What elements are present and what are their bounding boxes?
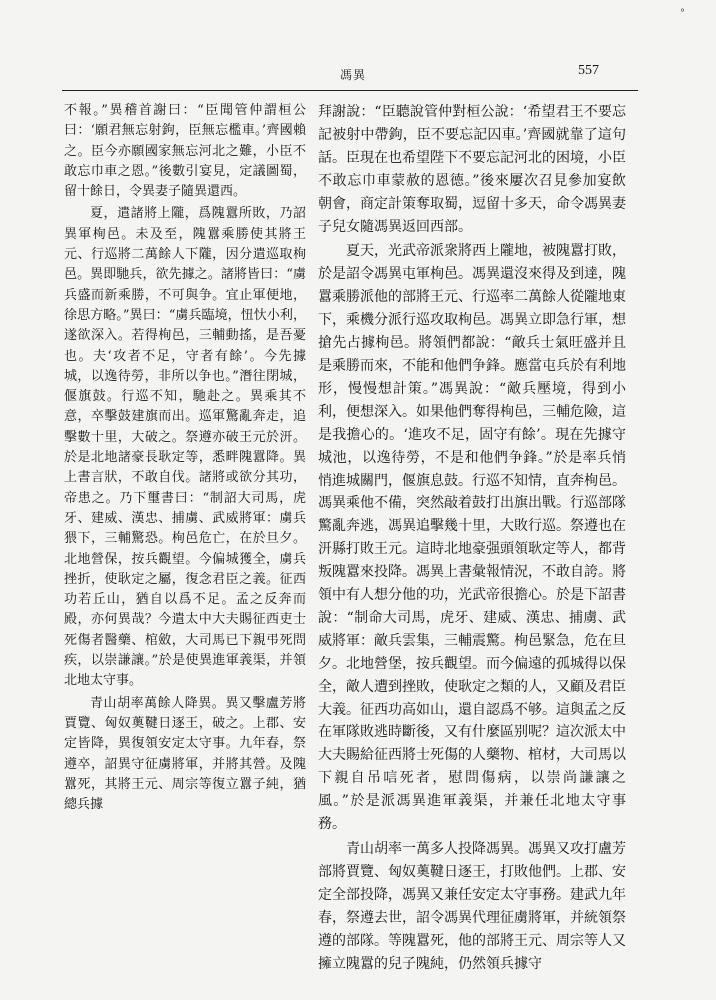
translation-paragraph-1: 拜謝說：“臣聽說管仲對桓公說：‘希望君王不要忘記被射中帶鉤，臣不要忘記囚車。’齊國就靠了這句話。臣現在也希望陛下不要忘記河北的困境，小臣不敢忘巾車蒙赦的恩德。”後來屢次召見參加宴飲朝會，商定計策奪取蜀，逗留十多天，命令馮異妻子兒女隨馮異返回西部。 — [318, 104, 626, 235]
corner-mark: ° — [680, 8, 685, 19]
original-paragraph-1: 不報。”異稽首謝曰：“臣聞管仲謂桓公曰：‘願君無忘射鉤，臣無忘檻車。’齊國賴之。臣今亦願國家無忘河北之難，小臣不敢忘巾車之恩。”後數引宴見，定議圖蜀，留十餘日，令異妻子隨異還西。 — [64, 103, 306, 200]
original-paragraph-3: 青山胡率萬餘人降異。異又擊盧芳將賈覽、匈奴薁鞬日逐王，破之。上郡、安定皆降，異復領安定太守事。九年春，祭遵卒，詔異守征虜將軍，并將其營。及隗囂死，其將王元、周宗等復立囂子純，猶總兵據 — [64, 695, 306, 813]
translation-paragraph-2: 夏天，光武帝派衆將西上隴地，被隗囂打敗，於是詔令馮異屯軍栒邑。馮異還沒來得及到達，隗囂乘勝派他的部將王元、行巡率二萬餘人從隴地東下，乘機分派行巡攻取栒邑。馮異立即急行軍，想搶先占據栒邑。將領們都說：“敵兵士氣旺盛并且是乘勝而來，不能和他們争鋒。應當屯兵於有利地形，慢慢想計策。”馮異說：“敵兵壓境，得到小利，便想深入。如果他們奪得栒邑，三輔危險，這是我擔心的。‘進攻不足，固守有餘’。現在先據守城池，以逸待勞，不是和他們争鋒。”於是率兵悄悄進城關門，偃旗息鼓。行巡不知情，直奔栒邑。馮異乘他不備，突然敲着鼓打出旗出戰。行巡部隊驚亂奔逃，馮異追擊幾十里，大敗行巡。祭遵也在汧縣打敗王元。這時北地豪强頭領耿定等人，都背叛隗囂來投降。馮異上書彙報情況，不敢自誇。將領中有人想分他的功，光武帝很擔心。於是下詔書說：“制命大司馬，虎牙、建威、漢忠、捕虜、武威將軍：敵兵雲集，三輔震驚。栒邑緊急，危在旦夕。北地營堡，按兵觀望。而今偏遠的孤城得以保全，敵人遭到挫敗，使耿定之類的人，又顧及君臣大義。征西功高如山，還自認爲不够。這與孟之反在軍隊敗逃時斷後，又有什麼區别呢？這次派太中大夫賜給征西將士死傷的人藥物、棺材，大司馬以下親自吊唁死者，慰問傷病，以崇尚謙讓之風。”於是派馮異進軍義渠，并兼任北地太守事務。 — [318, 243, 626, 833]
page-header — [0, 63, 716, 90]
original-text-column — [64, 101, 306, 815]
running-title: 馮異 — [340, 68, 367, 82]
translation-column — [318, 101, 626, 975]
header-rule — [62, 90, 638, 91]
original-paragraph-2: 夏，遣諸將上隴，爲隗囂所敗，乃詔異軍栒邑。未及至，隗囂乘勝使其將王元、行巡將二萬餘人下隴，因分遣巡取栒邑。異即馳兵，欲先據之。諸將皆曰：“虜兵盛而新乘勝，不可與争。宜止軍便地，徐思方略。”異曰：“虜兵臨境，忸忕小利，遂欲深入。若得栒邑，三輔動搖，是吾憂也。夫‘攻者不足，守者有餘’。今先據城，以逸待勞，非所以争也。”潛往閉城，偃旗鼓。行巡不知，馳赴之。異乘其不意，卒擊鼓建旗而出。巡軍驚亂奔走，追擊數十里，大破之。祭遵亦破王元於汧。於是北地諸豪長耿定等，悉畔隗囂降。異上書言狀，不敢自伐。諸將或欲分其功，帝患之。乃下璽書曰：“制詔大司馬，虎牙、建威、漢忠、捕虜、武威將軍：虜兵猥下，三輔驚恐。栒邑危亡，在於旦夕。北地營保，按兵觀望。今偏城獲全，虜兵挫折，使耿定之屬，復念君臣之義。征西功若丘山，猶自以爲不足。孟之反奔而殿，亦何異哉？今遣太中大夫賜征西吏士死傷者醫藥、棺斂，大司馬已下親弔死問疾，以崇謙讓。”於是使異進軍義渠，并領北地太守事。 — [64, 206, 306, 689]
translation-paragraph-3: 青山胡率一萬多人投降馮異。馮異又攻打盧芳部將賈覽、匈奴薁鞬日逐王，打敗他們。上郡、安定全部投降，馮異又兼任安定太守事務。建武九年春，祭遵去世，詔令馮異代理征虜將軍，并統領祭遵的部隊。等隗囂死，他的部將王元、周宗等人又擁立隗囂的兒子隗純，仍然領兵據守 — [318, 841, 626, 972]
page-number: 557 — [578, 63, 599, 78]
